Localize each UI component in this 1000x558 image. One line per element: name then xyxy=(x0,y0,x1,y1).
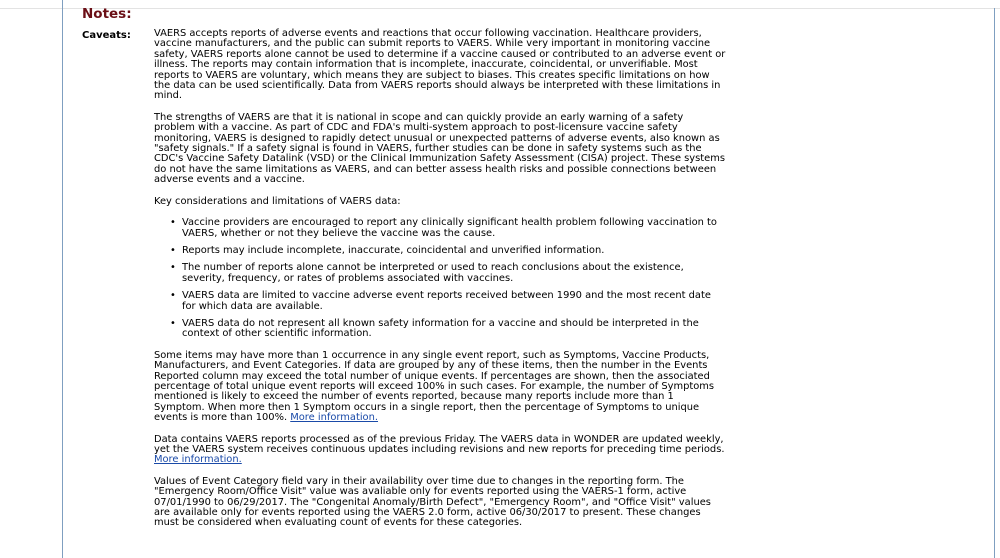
list-item: • Vaccine providers are encouraged to report any clinically significant health problem following vaccination to VAERS, whether or not they believe the vaccine was the cause. xyxy=(182,218,726,239)
top-strip xyxy=(0,0,1000,9)
caveat-paragraph-4-text: Some items may have more than 1 occurrence in any single event report, such as Symptoms, Vaccine Products, Manufacturers, and Event Categories. If data are grouped by any of these items, then the number in the Events Reported column may exceed the total number of unique events. If percentages are shown, then the associated percentage of total unique event reports will exceed 100% in such cases. For example, the number of Symptoms mentioned is likely to exceed the number of events reported, because many reports include more than 1 Symptom. When more then 1 Symptom occurs in a single report, then the percentage of Symptoms to unique events is more than 100%. xyxy=(154,349,715,424)
list-item: • The number of reports alone cannot be interpreted or used to reach conclusions about the existence, severity, frequency, or rates of problems associated with vaccines. xyxy=(182,263,726,284)
key-considerations-list xyxy=(154,218,726,340)
caveat-paragraph-6: Values of Event Category field vary in their availability over time due to changes in the reporting form. The "Emergency Room/Office Visit" value was avaliable only for events reported using the VAERS-1 form, active 07/01/1990 to 06/29/2017. The "Congenital Anomaly/Birth Defect", "Emergency Room", and "Office Visit" values are available only for events reported using the VAERS 2.0 form, active 06/30/2017 to present. These changes must be considered when evaluating count of events for these categories. xyxy=(154,475,711,529)
caveats-content xyxy=(154,29,726,540)
caveat-paragraph-1: VAERS accepts reports of adverse events and reactions that occur following vaccination. Healthcare providers, vaccine manufacturers, and the public can submit reports to VAERS. While very important in monitoring vaccine safety, VAERS reports alone cannot be used to determine if a vaccine caused or contributed to an adverse event or illness. The reports may contain information that is incomplete, inaccurate, coincidental, or unverifiable. Most reports to VAERS are voluntary, which means they are subject to biases. This creates specific limitations on how the data can be used scientifically. Data from VAERS reports should always be interpreted with these limitations in mind. xyxy=(154,28,726,102)
caveat-paragraph-4 xyxy=(154,351,726,424)
caveat-paragraph-5 xyxy=(154,435,726,466)
list-item: • VAERS data are limited to vaccine adverse event reports received between 1990 and the most recent date for which data are available. xyxy=(182,291,726,312)
more-information-link[interactable]: More information. xyxy=(154,454,242,466)
caveat-paragraph-5-text: Data contains VAERS reports processed as of the previous Friday. The VAERS data in WONDER are updated weekly, yet the VAERS system receives continuous updates including revisions and new reports for preceding time periods. xyxy=(154,433,725,455)
caveats-label: Caveats: xyxy=(82,30,131,41)
caveat-paragraph-2: The strengths of VAERS are that it is national in scope and can quickly provide an early warning of a safety problem with a vaccine. As part of CDC and FDA's multi-system approach to post-licensure vaccine safety monitoring, VAERS is designed to rapidly detect unusual or unexpected patterns of adverse events, also known as "safety signals." If a safety signal is found in VAERS, further studies can be done in safety systems such as the CDC's Vaccine Safety Datalink (VSD) or the Clinical Immunization Safety Assessment (CISA) project. These systems do not have the same limitations as VAERS, and can better assess health risks and possible connections between adverse events and a vaccine. xyxy=(154,111,726,186)
right-border xyxy=(994,8,995,558)
more-information-link[interactable]: More information. xyxy=(290,412,379,424)
list-item: • VAERS data do not represent all known safety information for a vaccine and should be interpreted in the context of other scientific information. xyxy=(182,319,726,340)
list-item: • Reports may include incomplete, inaccurate, coincidental and unverified information. xyxy=(182,246,726,256)
left-border xyxy=(62,0,63,558)
notes-title: Notes: xyxy=(82,6,132,22)
caveat-paragraph-3: Key considerations and limitations of VAERS data: xyxy=(154,195,401,207)
